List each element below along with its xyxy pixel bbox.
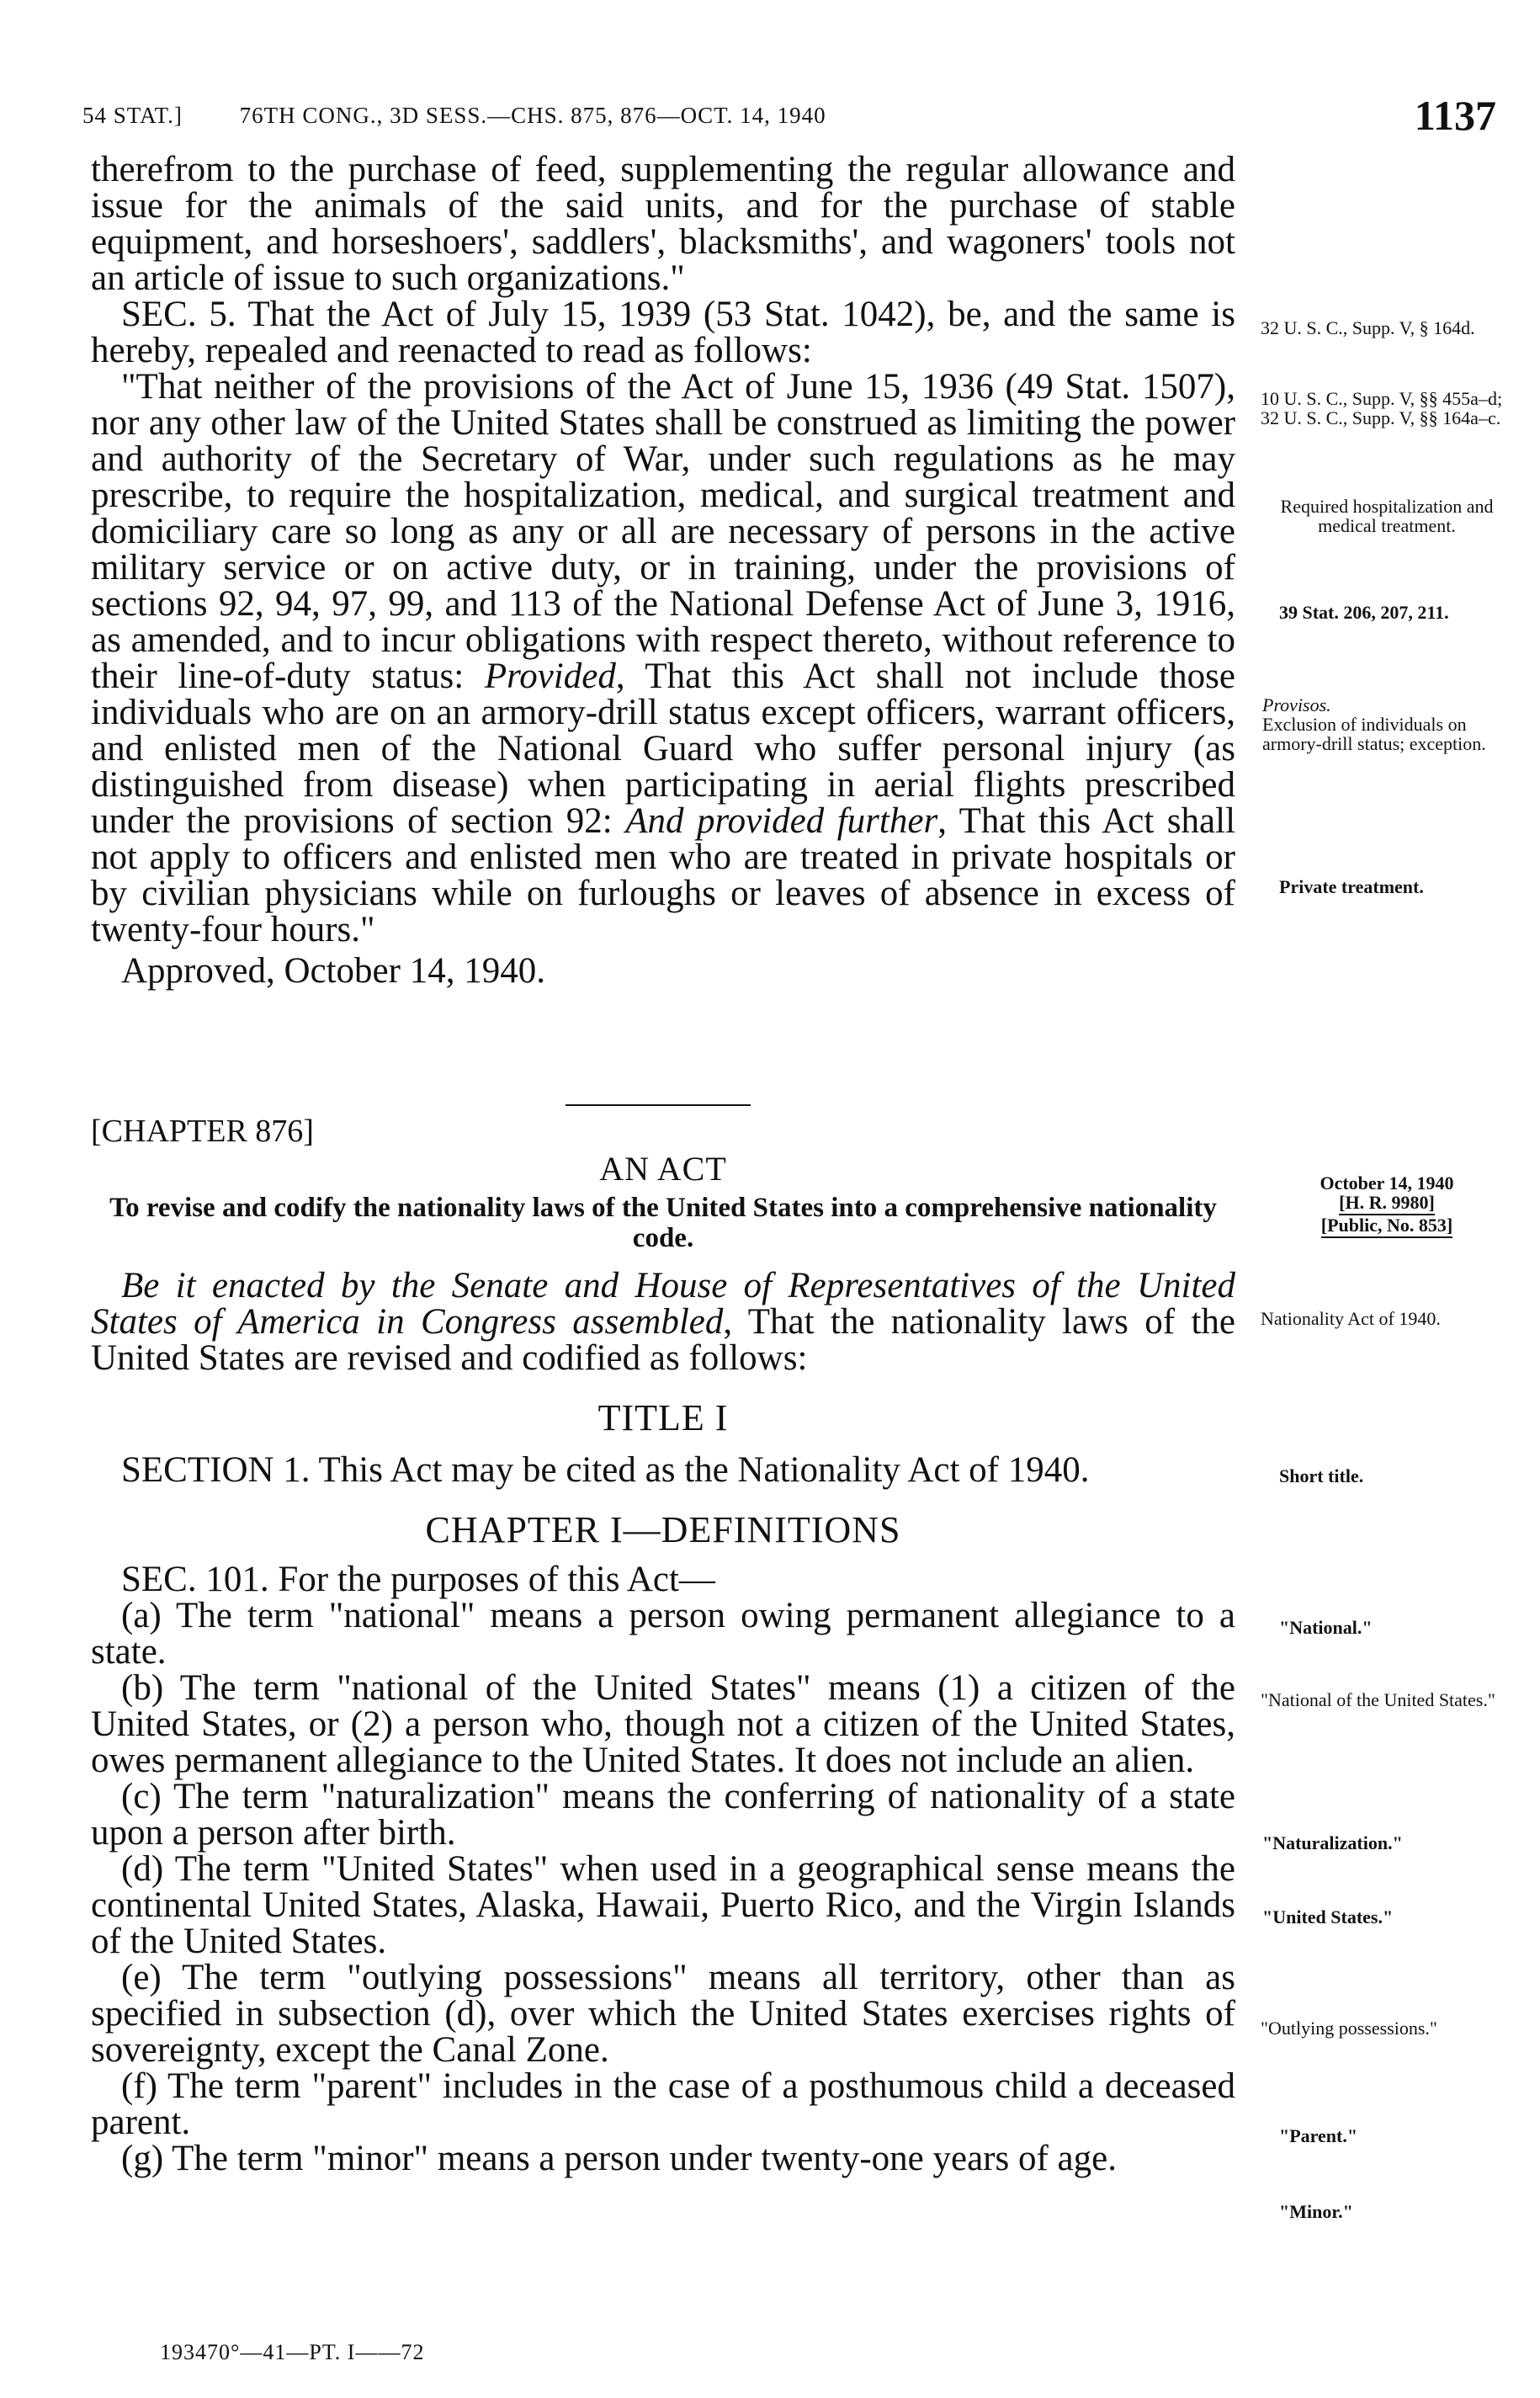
margin-note-date-block: [1261, 1173, 1513, 1238]
approval-date: October 14, 1940: [1320, 1172, 1454, 1194]
section-101-label: SEC. 101.: [121, 1560, 269, 1599]
margin-note-national: "National.": [1279, 1617, 1373, 1638]
reenacted-text-c: , That this Act shall not apply to officers and enlisted men who are treated in private hospitals or by civilian physicians while on furloughs or leaves of absence in excess of twenty-four hours.": [91, 801, 1236, 949]
provided-further-italic: And provided further: [625, 801, 938, 841]
section-1-label: SECTION 1.: [121, 1449, 311, 1490]
main-text: [91, 152, 1235, 989]
provisos-label: Provisos.: [1262, 694, 1331, 715]
enacting-rest: , That the nationality laws of the United States are revised and codified as follows:: [91, 1301, 1235, 1378]
paragraph-reenacted: [91, 369, 1235, 948]
margin-note-united-states: "United States.": [1262, 1906, 1394, 1927]
definition-item: (d) The term "United States" when used in a geographical sense means the continental United States, Alaska, Hawaii, Puerto Rico, and the Virgin Islands of the United States.: [91, 1849, 1235, 1961]
chapter-number: [CHAPTER 876]: [91, 1114, 314, 1149]
chapter-divider: [566, 1104, 751, 1106]
margin-note-private-treatment: Private treatment.: [1279, 876, 1424, 897]
definition-item: (e) The term "outlying possessions" means all territory, other than as specified in subsection (d), over which the United States exercises rights of sovereignty, except the Canal Zone.: [91, 1958, 1235, 2070]
an-act-heading: AN ACT: [599, 1150, 727, 1188]
enacting-clause: [91, 1265, 1235, 1378]
bill-number: [H. R. 9980]: [1339, 1193, 1435, 1215]
margin-note-usc-455a: 10 U. S. C., Supp. V, §§ 455a–d; 32 U. S. C., Supp. V, §§ 164a–c.: [1261, 388, 1503, 429]
section-label: SEC. 5.: [121, 295, 236, 334]
approved-line: Approved, October 14, 1940.: [121, 951, 545, 991]
stat-reference: 54 STAT.]: [82, 103, 183, 128]
margin-note-short-title: Short title.: [1279, 1465, 1364, 1486]
running-head: [82, 103, 826, 129]
printer-footer: 193470°—41—PT. I——72: [160, 2340, 425, 2364]
margin-note-naturalization: "Naturalization.": [1262, 1832, 1403, 1853]
margin-note-39-stat: 39 Stat. 206, 207, 211.: [1279, 602, 1449, 623]
enacting-italic: Be it enacted by the Senate and House of Representatives of the United States of America in Congress assembled: [91, 1265, 1235, 1342]
paragraph-section-5: [91, 296, 1235, 369]
act-description: To revise and codify the nationality laws of the United States into a comprehensive nationality code.: [109, 1193, 1217, 1254]
margin-note-parent: "Parent.": [1279, 2125, 1358, 2146]
margin-note-hospitalization: Required hospitalization and medical treatment.: [1280, 496, 1494, 537]
reenacted-text-a: "That neither of the provisions of the Act of June 15, 1936 (49 Stat. 1507), nor any other law of the United States shall be construed as limiting the power and authority of the Secretary of War, under such regulations as he may prescribe, to require the hospitalization, medical, and surgical treatment and domiciliary care so long as any or all are necessary of persons in the active military service or on active duty, or in training, under the provisions of sections 92, 94, 97, 99, and 113 of the National Defense Act of June 3, 1916, as amended, and to incur obligations with respect thereto, without reference to their line-of-duty status:: [91, 367, 1235, 696]
section-1: [91, 1449, 1235, 1490]
chapter-heading: CHAPTER I—DEFINITIONS: [425, 1508, 901, 1550]
public-law-number: [Public, No. 853]: [1321, 1215, 1452, 1238]
paragraph-continuation: therefrom to the purchase of feed, supplementing the regular allowance and issue for the animals of the said units, and for the purchase of stable equipment, and horseshoers', saddlers', blacksmiths', and wagoners' tools not an article of issue to such organizations.": [91, 150, 1235, 298]
definition-item: (a) The term "national" means a person owing permanent allegiance to a state.: [91, 1596, 1235, 1672]
definitions: [91, 1561, 1235, 2177]
definition-item: (b) The term "national of the United States" means (1) a citizen of the United States, or (2) a person who, though not a citizen of the United States, owes permanent allegiance to the United States. It does not include an alien.: [91, 1668, 1235, 1780]
definition-item: (g) The term "minor" means a person under twenty-one years of age.: [121, 2139, 1117, 2178]
section-101: [91, 1561, 1235, 1598]
definition-item: (c) The term "naturalization" means the conferring of nationality of a state upon a person after birth.: [91, 1777, 1235, 1853]
title-heading: TITLE I: [597, 1396, 729, 1438]
margin-note-nationality-act: Nationality Act of 1940.: [1261, 1308, 1441, 1329]
margin-note-usc-164d: 32 U. S. C., Supp. V, § 164d.: [1261, 317, 1475, 338]
definition-item: (f) The term "parent" includes in the case of a posthumous child a deceased parent.: [91, 2066, 1235, 2142]
provisos-text: Exclusion of individuals on armory-drill status; exception.: [1262, 714, 1486, 755]
page-number: 1137: [1414, 92, 1496, 139]
reenacted-text-b: , That this Act shall not include those individuals who are on an armory-drill status except officers, warrant officers, and enlisted men of the National Guard who suffer personal injury (as distinguished from disease) when participating in aerial flights prescribed under the provisions of section 92:: [91, 657, 1235, 841]
margin-note-minor: "Minor.": [1279, 2201, 1353, 2222]
page-header: [82, 91, 1496, 150]
section-101-text: For the purposes of this Act—: [268, 1560, 715, 1599]
chapter-876: [91, 1115, 1235, 1549]
section-1-text: This Act may be cited as the Nationality Act of 1940.: [310, 1449, 1090, 1490]
margin-note-national-us: "National of the United States.": [1261, 1689, 1495, 1710]
margin-note-outlying: "Outlying possessions.": [1261, 2018, 1437, 2039]
congress-session: 76TH CONG., 3D SESS.—CHS. 875, 876—OCT. 14, 1940: [239, 103, 826, 128]
provided-italic: Provided: [484, 657, 616, 696]
margin-note-provisos: [1262, 695, 1515, 753]
section-text: That the Act of July 15, 1939 (53 Stat. 1042), be, and the same is hereby, repealed and reenacted to read as follows:: [91, 295, 1235, 370]
